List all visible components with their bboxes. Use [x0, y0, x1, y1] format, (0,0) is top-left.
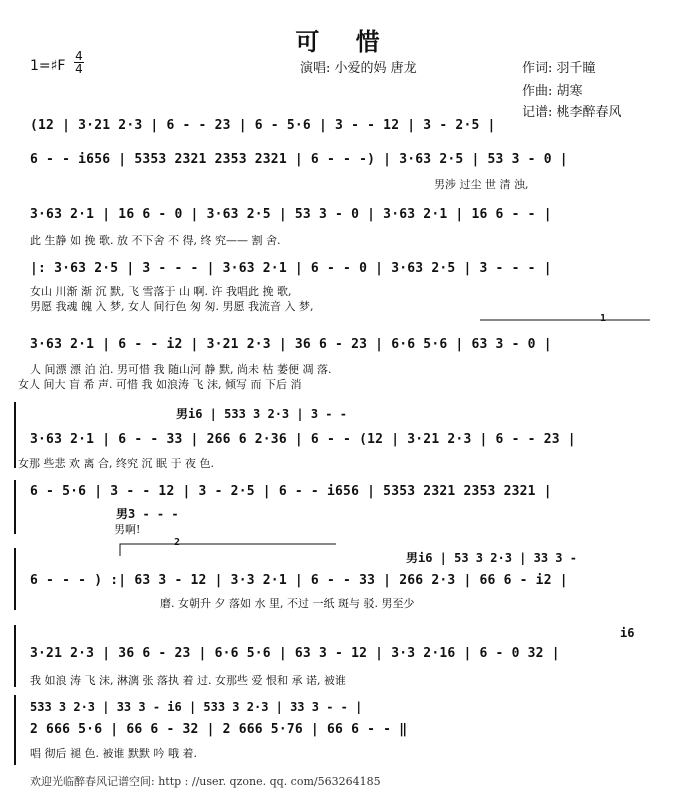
score-row-4-lyrics-1: 女山 川渐 渐 沉 默, 飞 雪落于 山 啊. 许 我唱此 挽 歌,: [30, 285, 292, 298]
score-row-6-upper: 男i6 | 533 3 2·3 | 3 - -: [176, 407, 347, 421]
score-row-3-lyrics: 此 生静 如 挽 歌. 放 不下舍 不 得, 终 究—— 割 舍.: [30, 234, 281, 247]
score-row-9-upper: i6: [620, 626, 635, 640]
score-row-7-lyrics: 男啊!: [114, 523, 141, 536]
score-row-10-upper: 533 3 2·3 | 33 3 - i6 | 533 3 2·3 | 33 3 - - |: [30, 700, 363, 714]
score-row-5-lyrics-2: 女人 间大 盲 希 声. 可惜 我 如浪涛 飞 沫, 倾写 而 下后 消: [18, 378, 302, 391]
score-row-10-notes: 2 666 5·6 | 66 6 - 32 | 2 666 5·76 | 66 6 - - ‖: [30, 722, 408, 737]
score-row-9-lyrics: 我 如浪 涛 飞 沫, 淋漓 张 落执 着 过. 女那些 爱 恨和 承 诺, 被谁: [30, 674, 346, 687]
score-row-8-upper: 男i6 | 53 3 2·3 | 33 3 -: [406, 551, 577, 565]
score-row-7-extra: 男3 - - -: [116, 507, 179, 521]
score-row-6-lyrics: 女那 些悲 欢 离 合, 终究 沉 眠 于 夜 色.: [18, 457, 214, 470]
score-row-6-notes: 3·63 2·1 | 6 - - 33 | 266 6 2·36 | 6 - - (12 | 3·21 2·3 | 6 - - 23 |: [30, 432, 576, 447]
footer-credit: 欢迎光临醉春风记谱空间: http : //user. qzone. qq. com/563264185: [30, 775, 381, 788]
lyricist-credit: 作词: 羽千瞳: [522, 61, 596, 76]
score-row-10-lyrics: 唱 彻后 褪 色. 被谁 默默 吟 哦 着.: [30, 747, 197, 760]
song-title: 可 惜: [295, 27, 394, 56]
score-row-1-notes: (12 | 3·21 2·3 | 6 - - 23 | 6 - 5·6 | 3 - - 12 | 3 - 2·5 |: [30, 118, 496, 133]
score-row-8-lyrics: 磨. 女朝升 夕 落如 水 里, 不过 一纸 斑与 驳. 男至少: [160, 597, 415, 610]
singer-credit: 演唱: 小爱的妈 唐龙: [300, 61, 417, 76]
volta-1-label: 1: [600, 313, 607, 324]
score-row-4-lyrics-2: 男愿 我魂 魄 入 梦, 女人 间行色 匆 匆. 男愿 我流音 入 梦,: [30, 300, 314, 313]
key-signature: 1=♯F: [30, 58, 66, 74]
score-row-3-notes: 3·63 2·1 | 16 6 - 0 | 3·63 2·5 | 53 3 - 0 | 3·63 2·1 | 16 6 - - |: [30, 207, 552, 222]
volta-2-label: 2: [174, 537, 181, 548]
score-row-2-notes: 6 - - i656 | 5353 2321 2353 2321 | 6 - - -) | 3·63 2·5 | 53 3 - 0 |: [30, 152, 568, 167]
transcriber-credit: 记谱: 桃李醉春风: [522, 105, 622, 120]
time-bottom: 4: [75, 62, 83, 76]
score-row-9-notes: 3·21 2·3 | 36 6 - 23 | 6·6 5·6 | 63 3 - 12 | 3·3 2·16 | 6 - 0 32 |: [30, 646, 560, 661]
score-row-7-notes: 6 - 5·6 | 3 - - 12 | 3 - 2·5 | 6 - - i656 | 5353 2321 2353 2321 |: [30, 484, 552, 499]
score-row-8-notes: 6 - - - ) :| 63 3 - 12 | 3·3 2·1 | 6 - - 33 | 266 2·3 | 66 6 - i2 |: [30, 573, 568, 588]
score-row-2-lyrics: 男涉 过尘 世 清 浊,: [434, 178, 529, 191]
time-top: 4: [75, 49, 83, 63]
score-row-5-notes: 3·63 2·1 | 6 - - i2 | 3·21 2·3 | 36 6 - 23 | 6·6 5·6 | 63 3 - 0 |: [30, 337, 552, 352]
score-row-4-notes: |: 3·63 2·5 | 3 - - - | 3·63 2·1 | 6 - - 0 | 3·63 2·5 | 3 - - - |: [30, 261, 552, 276]
composer-credit: 作曲: 胡寒: [522, 84, 583, 99]
score-row-5-lyrics-1: 人 间漂 漂 泊 泊. 男可惜 我 随山河 静 默, 尚未 枯 萎便 凋 落.: [30, 363, 332, 376]
